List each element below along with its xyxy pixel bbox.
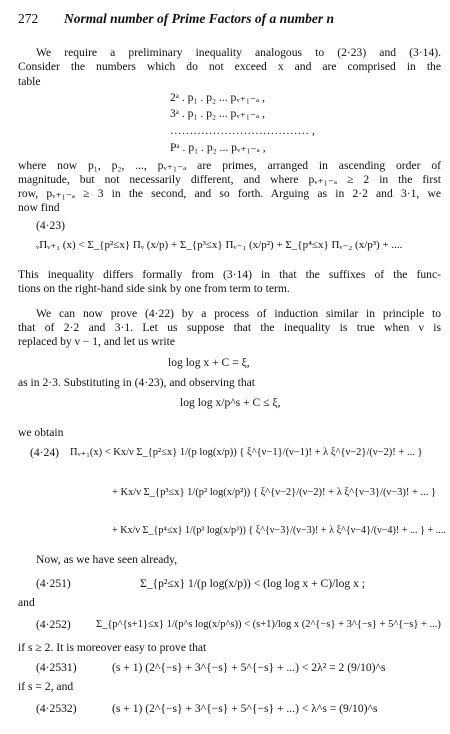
eq-4-24-label: (4·24): [30, 446, 59, 459]
para1-line3: table: [18, 75, 41, 88]
eq-4-2532-formula: (s + 1) (2^{−s} + 3^{−s} + 5^{−s} + ...) < λ^s = (9/10)^s: [112, 702, 378, 715]
table-row-3: ……………………………… ,: [170, 124, 315, 137]
para5-line1: Now, as we have seen already,: [36, 553, 178, 566]
para1-line1: We require a preliminary inequality analogous to (2·23) and (3·14).: [36, 46, 441, 59]
para4-equation: log log x + C = ξ,: [168, 356, 250, 369]
para2-line4: now find: [18, 201, 60, 214]
eq-4-2531-label: (4·2531): [36, 661, 77, 674]
eq-4-2532-label: (4·2532): [36, 702, 77, 715]
para5-line2: and: [18, 596, 35, 609]
para4-line4: as in 2·3. Substituting in (4·23), and observing that: [18, 376, 256, 389]
para5-line3: if s ≥ 2. It is moreover easy to prove that: [18, 641, 207, 654]
para4-line5: we obtain: [18, 426, 64, 439]
para3-line2: tions on the right-hand side sink by one from term to term.: [18, 282, 290, 295]
para2-line3: row, pᵥ₊₁₋ₐ ≥ 3 in the second, and so forth. Arguing as in 2·2 and 3·1, we: [18, 187, 441, 200]
para2-line2: magnitude, but not necessarily different, and where pᵥ₊₁₋ₐ ≥ 2 in the first: [18, 173, 441, 186]
para4-equation-2: log log x/p^s + C ≤ ξ,: [180, 396, 281, 409]
eq-4-24-row-2: + Kx/ν Σ_{p³≤x} 1/(p² log(x/p²)) { ξ^{ν−2}/(ν−2)! + λ ξ^{ν−3}/(ν−3)! + ... }: [112, 487, 437, 498]
para3-line1: This inequality differs formally from (3·14) in that the suffixes of the func-: [18, 268, 441, 281]
eq-4-252-formula: Σ_{p^{s+1}≤x} 1/(p^s log(x/p^s)) < (s+1)/log x (2^{−s} + 3^{−s} + 5^{−s} + ...): [96, 619, 441, 630]
table-row-2: 3ᵃ . p₁ . p₂ ... pᵥ₊₁₋ₐ ,: [170, 107, 265, 120]
para1-line2: Consider the numbers which do not exceed x and are comprised in the: [18, 60, 441, 73]
para5-line4: if s = 2, and: [18, 680, 74, 693]
eq-4-24-row-3: + Kx/ν Σ_{p⁴≤x} 1/(p³ log(x/p³)) { ξ^{ν−3}/(ν−3)! + λ ξ^{ν−4}/(ν−4)! + ... } + ....: [112, 525, 446, 536]
para2-line1: where now p₁, p₂, ..., pᵥ₊₁₋ₐ are primes, arranged in ascending order of: [18, 159, 441, 172]
page-number: 272: [18, 11, 39, 26]
eq-4-2531-formula: (s + 1) (2^{−s} + 3^{−s} + 5^{−s} + ...) < 2λ² = 2 (9/10)^s: [112, 661, 386, 674]
table-row-1: 2ᵃ . p₁ . p₂ ... pᵥ₊₁₋ₐ ,: [170, 91, 265, 104]
para4-line2: that of 2·2 and 3·1. Let us suppose that the inequality is true when ν is: [18, 321, 441, 334]
table-row-4: Pᵃ . p₁ . p₂ ... pᵥ₊₁₋ₐ ,: [170, 141, 266, 154]
para4-line1: We can now prove (4·22) by a process of induction similar in principle to: [36, 307, 441, 320]
running-title: Normal number of Prime Factors of a number n: [64, 11, 335, 26]
eq-4-251-label: (4·251): [36, 577, 71, 590]
para4-line3: replaced by ν − 1, and let us write: [18, 335, 175, 348]
eq-4-252-label: (4·252): [36, 618, 71, 631]
eq-4-251-formula: Σ_{p²≤x} 1/(p log(x/p)) < (log log x + C)/log x ;: [140, 577, 365, 590]
eq-4-23-label: (4·23): [36, 219, 65, 232]
eq-4-24-row-1: Πᵥ₊₁(x) < Kx/ν Σ_{p²≤x} 1/(p log(x/p)) { ξ^{ν−1}/(ν−1)! + λ ξ^{ν−2}/(ν−2)! + ... }: [70, 447, 423, 458]
eq-4-23-formula: ᵥΠᵥ₊₁ (x) < Σ_{p²≤x} Πᵥ (x/p) + Σ_{p³≤x} Πᵥ₋₁ (x/p²) + Σ_{p⁴≤x} Πᵥ₋₂ (x/p³) + ....: [36, 239, 403, 251]
